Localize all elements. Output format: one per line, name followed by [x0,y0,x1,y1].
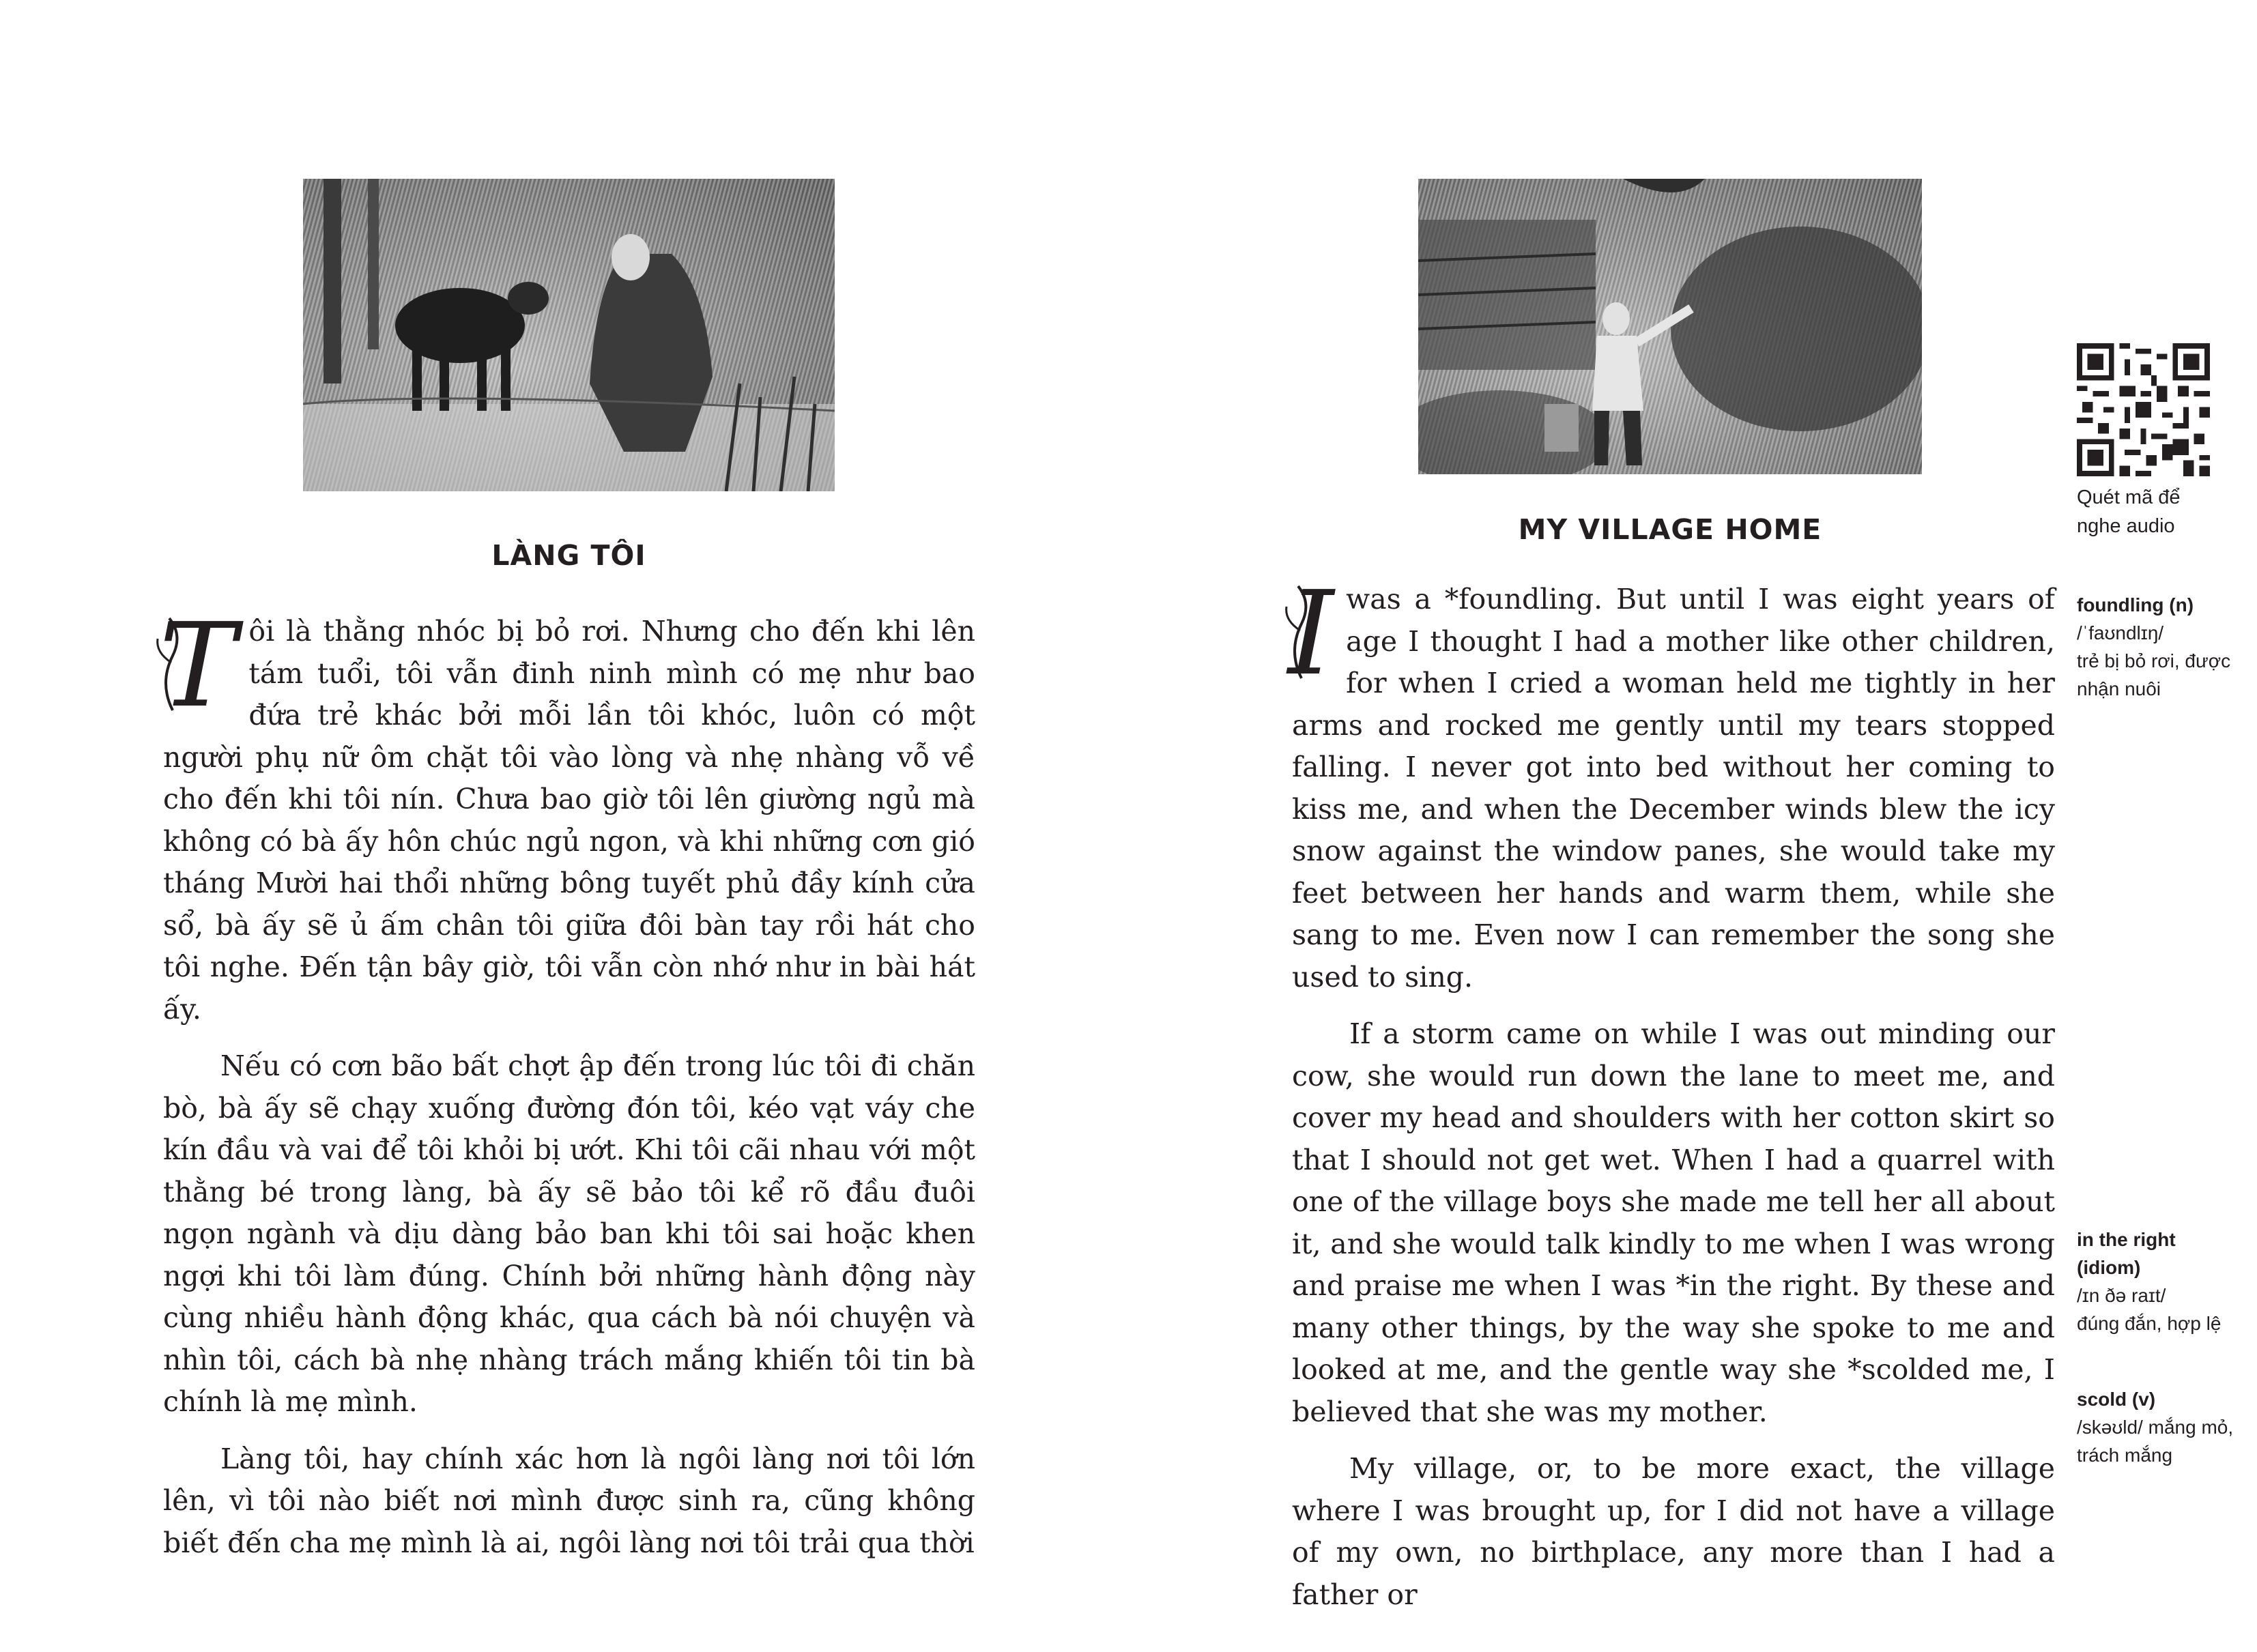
glossary-meaning: đúng đắn, hợp lệ [2077,1313,2222,1334]
glossary-entry-foundling [2077,591,2241,703]
glossary-term: foundling (n) [2077,594,2194,615]
left-page [0,0,1128,1652]
chapter-title-english: MY VILLAGE HOME [1518,513,1822,546]
glossary-term: in the right (idiom) [2077,1229,2176,1278]
paragraph: Làng tôi, hay chính xác hơn là ngôi làng nơi tôi lớn lên, vì tôi nào biết nơi mình được sinh ra, cũng không biết đến cha mẹ mình là ai, ngôi làng nơi tôi trải qua thời [163,1442,975,1559]
dropcap-letter: I [1288,566,1334,701]
qr-code[interactable] [2077,343,2210,476]
right-body-text [1288,566,2055,1616]
illustration-boy-garden [1418,179,1922,474]
dropcap [159,598,237,734]
glossary-ipa: /ˈfaʊndlɪŋ/ [2077,622,2164,643]
dropcap-ornament [152,615,193,717]
dropcap-ornament [1281,583,1322,685]
glossary-entry-scold [2077,1385,2241,1469]
glossary-ipa: /skəʊld/ [2077,1417,2143,1438]
qr-caption: Quét mã để nghe audio [2077,487,2181,537]
illustration-woman-cow-rain [303,179,835,491]
dropcap-letter: T [159,598,237,734]
paragraph: Nếu có cơn bão bất chợt ập đến trong lúc tôi đi chăn bò, bà ấy sẽ chạy xuống đường đón tôi, kéo vạt váy che kín đầu và vai để tôi khỏi bị ướt. Khi tôi cãi nhau với một thằng bé trong làng, bà ấy sẽ bảo tôi kể rõ đầu đuôi ngọn ngành và dịu dàng bảo ban khi tôi sai hoặc khen ngợi khi tôi làm đúng. Chính bởi những hành động này cùng nhiều hành động khác, qua cách bà nói chuyện và nhìn tôi, cách bà nhẹ nhàng trách mắng khiến tôi tin bà chính là mẹ mình. [163,1049,975,1418]
glossary-meaning: mắng mỏ, trách mắng [2077,1417,2234,1466]
paragraph: My village, or, to be more exact, the village where I was brought up, for I did not have a village of my own, no birthplace, any more than I had a father or [1292,1452,2055,1611]
paragraph [1288,566,2055,998]
paragraph [159,598,975,1030]
left-body-text [159,598,975,1564]
glossary-term: scold (v) [2077,1389,2156,1410]
glossary-entry-in-the-right [2077,1226,2241,1337]
paragraph-text: ôi là thằng nhóc bị bỏ rơi. Nhưng cho đến khi lên tám tuổi, tôi vẫn đinh ninh mình có mẹ như bao đứa trẻ khác bởi mỗi lần tôi khóc, luôn có một người phụ nữ ôm chặt tôi vào lòng và nhẹ nhàng vỗ về cho đến khi tôi nín. Chưa bao giờ tôi lên giường ngủ mà không có bà ấy hôn chúc ngủ ngon, và khi những cơn gió tháng Mười hai thổi những bông tuyết phủ đầy kính cửa sổ, bà ấy sẽ ủ ấm chân tôi giữa đôi bàn tay rồi hát cho tôi nghe. Đến tận bây giờ, tôi vẫn còn nhớ như in bài hát ấy. [163,615,975,1026]
chapter-title-vietnamese: LÀNG TÔI [491,539,646,572]
dropcap [1288,566,1334,701]
glossary-meaning: trẻ bị bỏ rơi, được nhận nuôi [2077,650,2231,699]
paragraph-text: was a *foundling. But until I was eight years of age I thought I had a mother like other children, for when I cried a woman held me tightly in her arms and rocked me gently until my tears stopped falling. I never got into bed without her coming to kiss me, and when the December winds blew the icy snow against the window panes, she would take my feet between her hands and warm them, while she sang to me. Even now I can remember the song she used to sing. [1292,583,2055,994]
paragraph: If a storm came on while I was out minding our cow, she would run down the lane to meet me, and cover my head and shoulders with her cotton skirt so that I should not get wet. When I had a quarrel with one of the village boys she made me tell her all about it, and she would talk kindly to me when I was wrong and praise me when I was *in the right. By these and many other things, by the way she spoke to me and looked at me, and the gentle way she *scolded me, I believed that she was my mother. [1292,1017,2055,1428]
glossary-ipa: /ɪn ðə raɪt/ [2077,1285,2166,1306]
